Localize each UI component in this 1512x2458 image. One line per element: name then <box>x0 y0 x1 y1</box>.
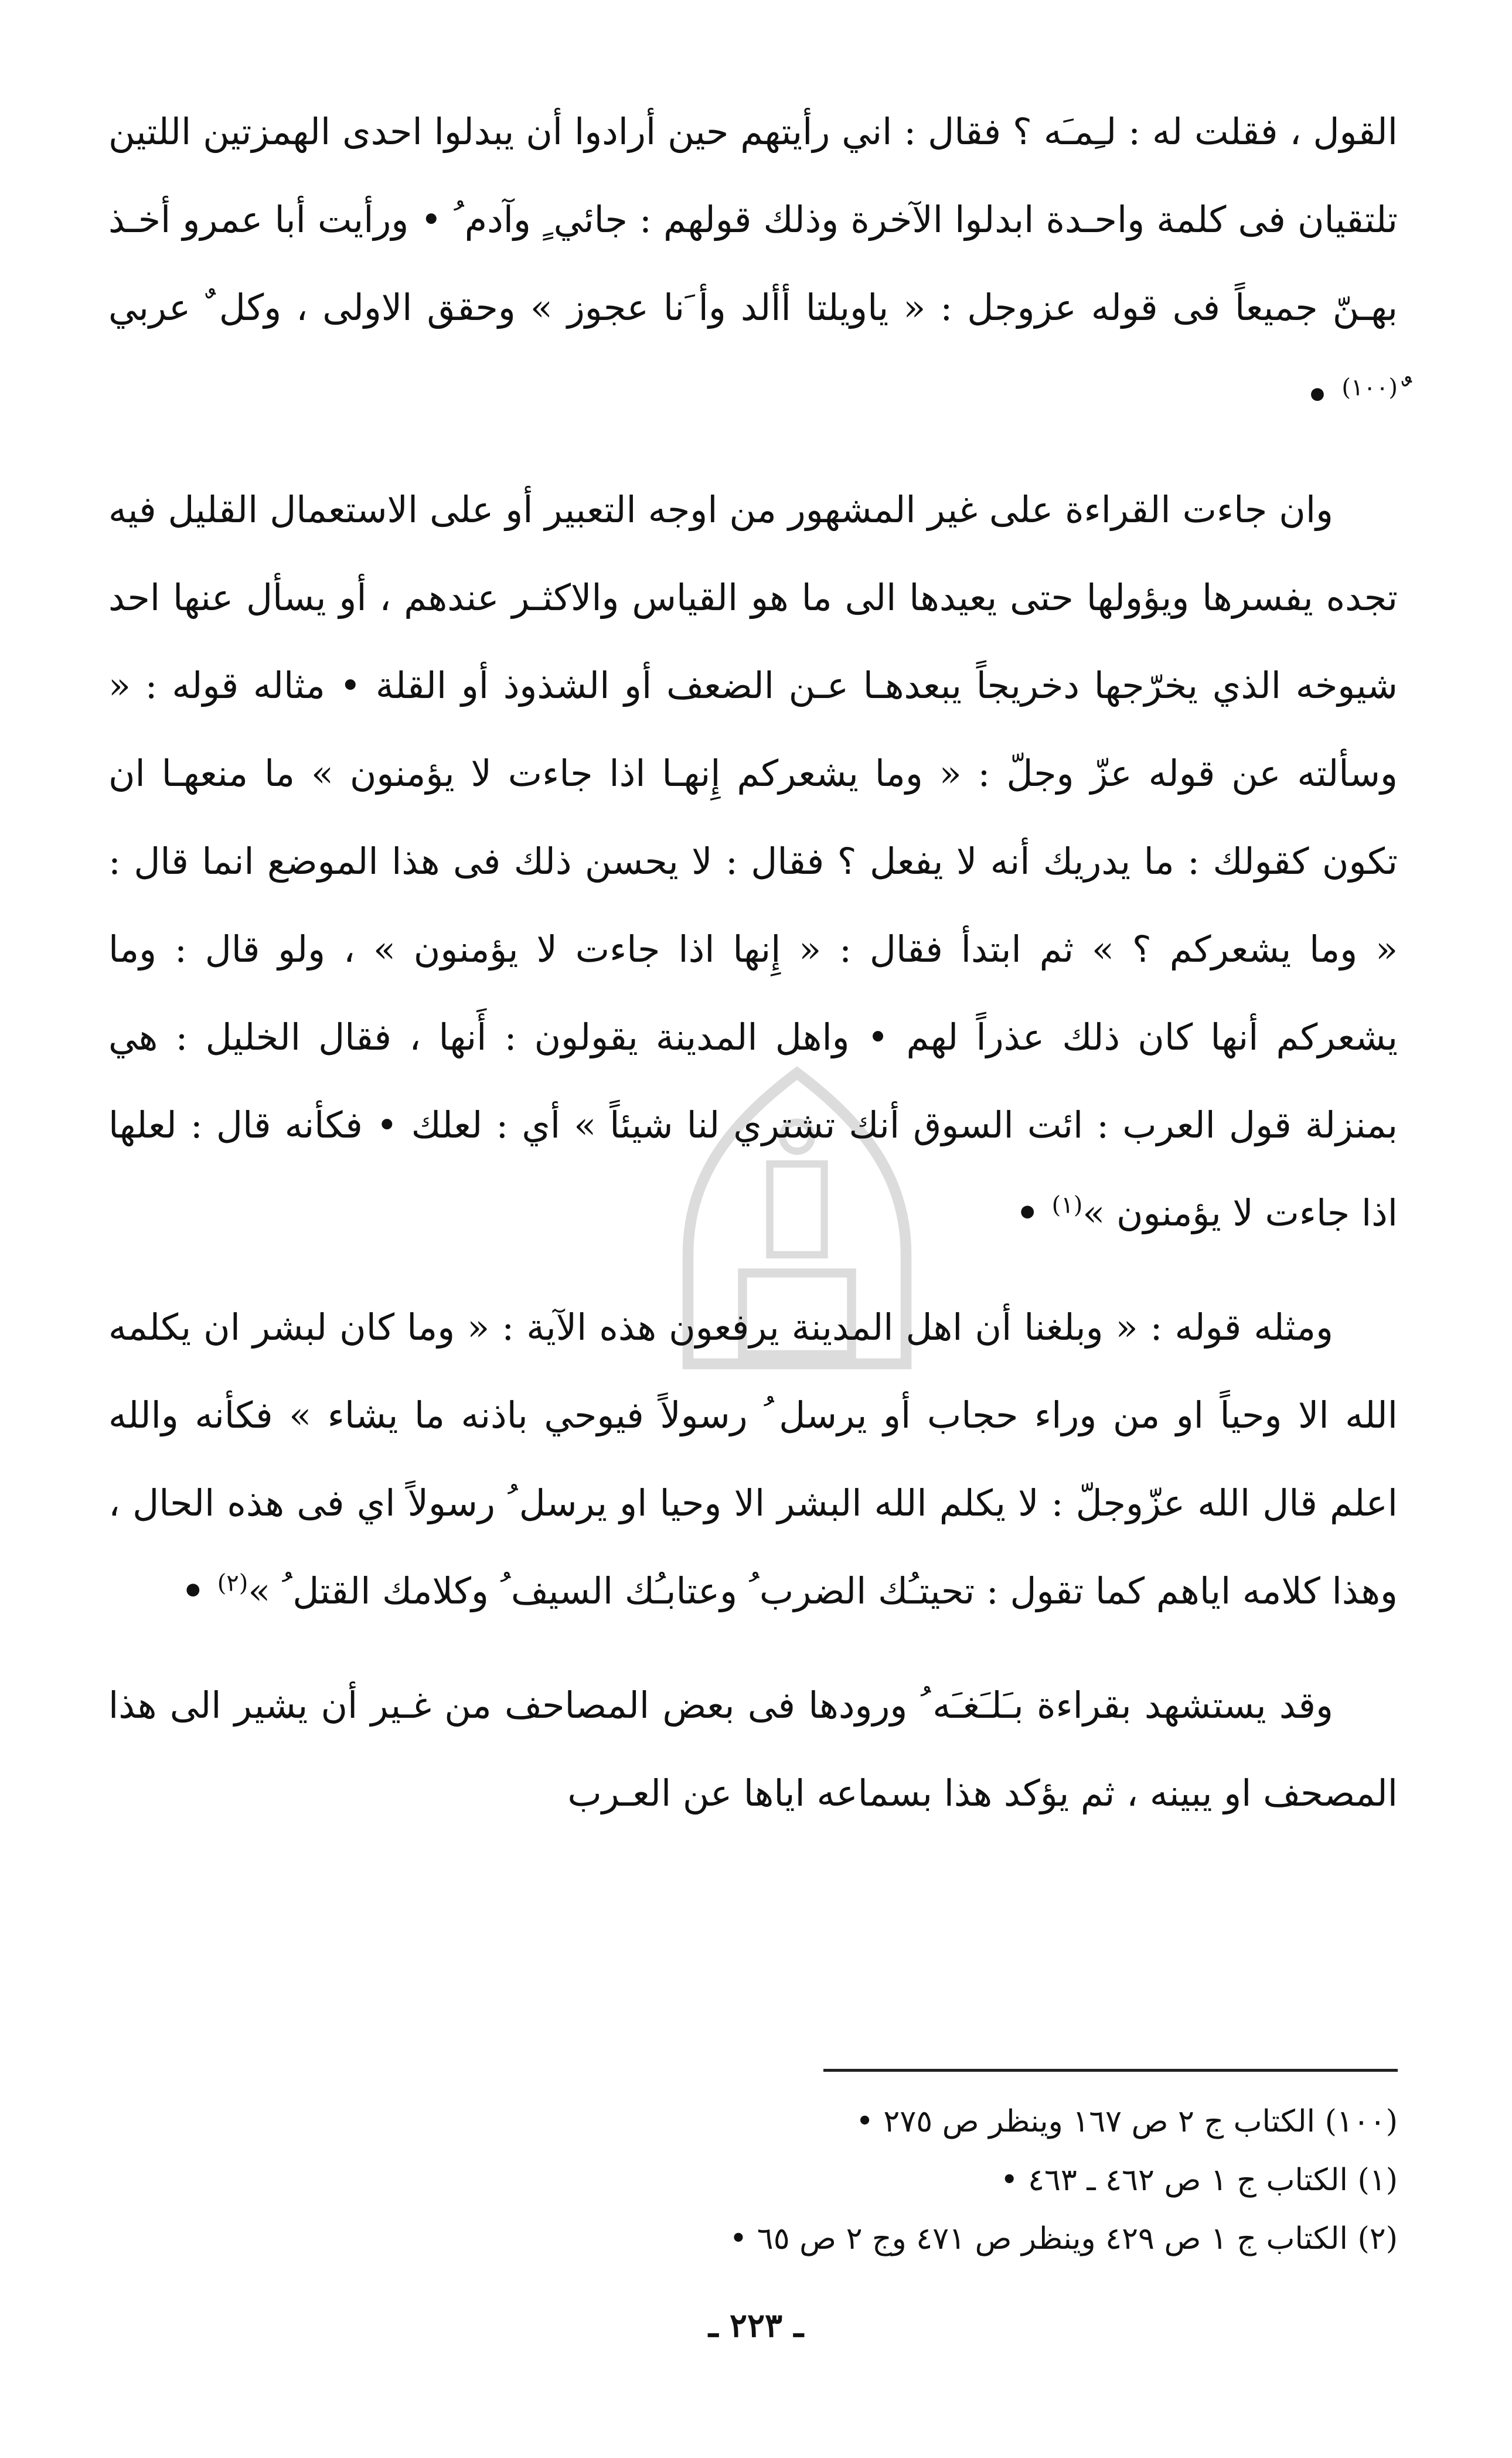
footnote-ref-1: (١) <box>1051 1191 1083 1219</box>
footnote-ref-100: (١٠٠) <box>1341 374 1398 401</box>
footnote-1: (١) الكتاب ج ١ ص ٤٦٢ ـ ٤٦٣ • <box>1000 2163 1398 2198</box>
paragraph-1-text: القول ، فقلت له : لـِمـَه ؟ فقال : اني رأيتهم حين أرادوا أن يبدلوا احدى الهمزتين اللتين تلتقيان فى كلمة واحـدة ابدلوا الآخرة وذلك قولهم : جائي ٍ وآدم ُ • ورأيت أبا عمرو أخـذ بهـنّ جميعاً فى قوله عزوجل : « ياويلتا أألد وأ َنا عجوز » وحقق الاولى ، وكل ٌ عربي <box>108 110 1398 329</box>
main-text <box>108 88 1398 1837</box>
paragraph-2-text: وان جاءت القراءة على غير المشهور من اوجه التعبير أو على الاستعمال القليل فيه تجده يفسرها ويؤولها حتى يعيدها الى ما هو القياس والاكثـر عندهم ، أو يسأل عنها احد شيوخه الذي يخرّجها دخريجاً يبعدهـا عـن الضعف أو الشذوذ أو القلة • مثاله قوله : « وسألته عن قوله عزّ وجلّ : « وما يشعركم إِنهـا اذا جاءت لا يؤمنون » ما منعهـا ان تكون كقولك : ما يدريك أنه لا يفعل ؟ فقال : لا يحسن ذلك فى هذا الموضع انما قال : « وما يشعركم ؟ » ثم ابتدأ فقال : « إِنها اذا جاءت لا يؤمنون » ، ولو قال : وما يشعركم أنها كان ذلك عذراً لهم • واهل المدينة يقولون : أَنها ، فقال الخليل : هي بمنزلة قول العرب : ائت السوق أنك تشتري لنا شيئاً » أي : لعلك • فكأنه قال : لعلها اذا جاءت لا يؤمنون » <box>108 488 1398 1234</box>
paragraph-2 <box>108 466 1398 1257</box>
paragraph-1-end: • <box>1306 374 1342 417</box>
paragraph-1 <box>108 88 1398 440</box>
page-number: ـ ٢٢٣ ـ <box>708 2306 804 2345</box>
footnote-separator <box>823 2069 1398 2072</box>
paragraph-2-end: • <box>1016 1191 1052 1234</box>
footnote-2: (٢) الكتاب ج ١ ص ٤٢٩ وينظر ص ٤٧١ وج ٢ ص ٦٥ • <box>729 2221 1398 2256</box>
footnote-ref-2: (٢) <box>217 1570 248 1597</box>
paragraph-3-text: ومثله قوله : « وبلغنا أن اهل المدينة يرفعون هذه الآية : « وما كان لبشر ان يكلمه الله الا وحياً او من وراء حجاب أو يرسل ُ رسولاً فيوحي باذنه ما يشاء » فكأنه والله اعلم قال الله عزّوجلّ : لا يكلم الله البشر الا وحيا او يرسل ُ رسولاً اي فى هذه الحال ، وهذا كلامه اياهم كما تقول : تحيتـُك الضرب ُ وعتابـُك السيف ُ وكلامك القتل ُ » <box>108 1306 1398 1612</box>
paragraph-4-text: وقد يستشهد بقراءة بـَلـَغـَه ُ ورودها فى بعض المصاحف من غـير أن يشير الى هذا المصحف او يبينه ، ثم يؤكد هذا بسماعه اياها عن العـرب <box>108 1684 1398 1814</box>
paragraph-4 <box>108 1662 1398 1837</box>
paragraph-3-end: • <box>181 1570 217 1612</box>
footnote-100: (١٠٠) الكتاب ج ٢ ص ١٦٧ وينظر ص ٢٧٥ • <box>856 2104 1398 2139</box>
footnotes <box>352 2092 1398 2268</box>
paragraph-3 <box>108 1284 1398 1635</box>
